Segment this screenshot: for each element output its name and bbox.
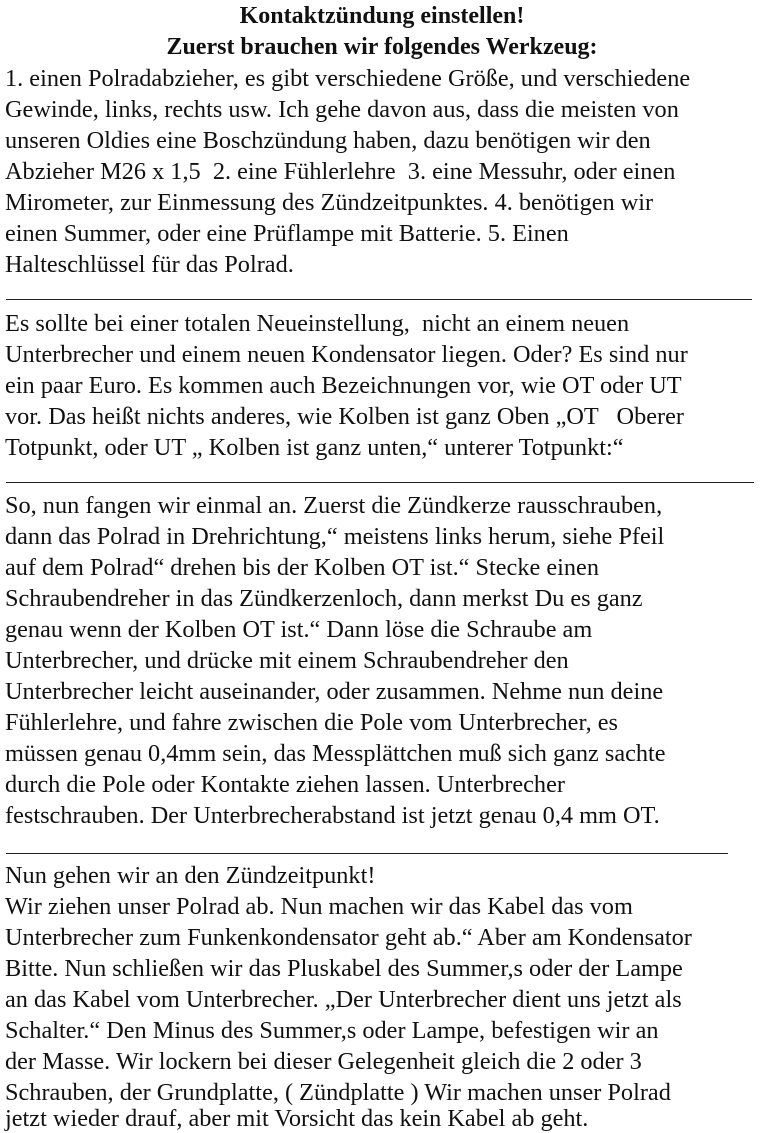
text-line: Halteschlüssel für das Polrad. [5, 251, 294, 278]
text-line: Bitte. Nun schließen wir das Pluskabel des Summer,s oder der Lampe [5, 955, 683, 982]
text-line: müssen genau 0,4mm sein, das Messplättchen muß sich ganz sachte [5, 740, 666, 767]
text-line: Totpunkt, oder UT „ Kolben ist ganz unten,“ unterer Totpunkt:“ [5, 434, 624, 461]
section-divider [6, 853, 728, 854]
text-line: genau wenn der Kolben OT ist.“ Dann löse die Schraube am [5, 616, 593, 643]
text-line: Nun gehen wir an den Zündzeitpunkt! [5, 862, 376, 889]
text-line: Unterbrecher und einem neuen Kondensator liegen. Oder? Es sind nur [5, 341, 688, 368]
text-line: Gewinde, links, rechts usw. Ich gehe davon aus, dass die meisten von [5, 96, 679, 123]
text-line: einen Summer, oder eine Prüflampe mit Batterie. 5. Einen [5, 220, 569, 247]
text-line: an das Kabel vom Unterbrecher. „Der Unterbrecher dient uns jetzt als [5, 986, 682, 1013]
text-line: festschrauben. Der Unterbrecherabstand ist jetzt genau 0,4 mm OT. [5, 802, 660, 829]
text-line: Mirometer, zur Einmessung des Zündzeitpunktes. 4. benötigen wir [5, 189, 654, 216]
text-line: durch die Pole oder Kontakte ziehen lassen. Unterbrecher [5, 771, 565, 798]
text-line: Es sollte bei einer totalen Neueinstellung, nicht an einem neuen [5, 310, 630, 337]
text-line: auf dem Polrad“ drehen bis der Kolben OT ist.“ Stecke einen [5, 554, 599, 581]
text-line: ein paar Euro. Es kommen auch Bezeichnungen vor, wie OT oder UT [5, 372, 682, 399]
text-line: Unterbrecher leicht auseinander, oder zusammen. Nehme nun deine [5, 678, 664, 705]
text-line: Abzieher M26 x 1,5 2. eine Fühlerlehre 3. eine Messuhr, oder einen [5, 158, 676, 185]
document-title: Kontaktzündung einstellen! [239, 3, 525, 29]
text-line: Wir ziehen unser Polrad ab. Nun machen wir das Kabel das vom [5, 893, 633, 920]
text-line: So, nun fangen wir einmal an. Zuerst die Zündkerze rausschrauben, [5, 492, 663, 519]
text-line: 1. einen Polradabzieher, es gibt verschiedene Größe, und verschiedene [5, 65, 691, 92]
text-line: Schalter.“ Den Minus des Summer,s oder Lampe, befestigen wir an [5, 1017, 659, 1044]
section-divider [6, 482, 754, 483]
document-subtitle: Zuerst brauchen wir folgendes Werkzeug: [166, 34, 598, 60]
text-line: jetzt wieder drauf, aber mit Vorsicht das kein Kabel ab geht. [5, 1105, 589, 1132]
text-line: der Masse. Wir lockern bei dieser Gelegenheit gleich die 2 oder 3 [5, 1048, 642, 1075]
text-line: Schrauben, der Grundplatte, ( Zündplatte ) Wir machen unser Polrad [5, 1079, 671, 1106]
text-line: Unterbrecher zum Funkenkondensator geht ab.“ Aber am Kondensator [5, 924, 692, 951]
text-line: Schraubendreher in das Zündkerzenloch, dann merkst Du es ganz [5, 585, 643, 612]
text-line: Fühlerlehre, und fahre zwischen die Pole vom Unterbrecher, es [5, 709, 618, 736]
text-line: dann das Polrad in Drehrichtung,“ meistens links herum, siehe Pfeil [5, 523, 665, 550]
text-line: Unterbrecher, und drücke mit einem Schraubendreher den [5, 647, 569, 674]
section-divider [6, 299, 752, 300]
text-line: vor. Das heißt nichts anderes, wie Kolben ist ganz Oben „OT Oberer [5, 403, 684, 430]
text-line: unseren Oldies eine Boschzündung haben, dazu benötigen wir den [5, 127, 651, 154]
